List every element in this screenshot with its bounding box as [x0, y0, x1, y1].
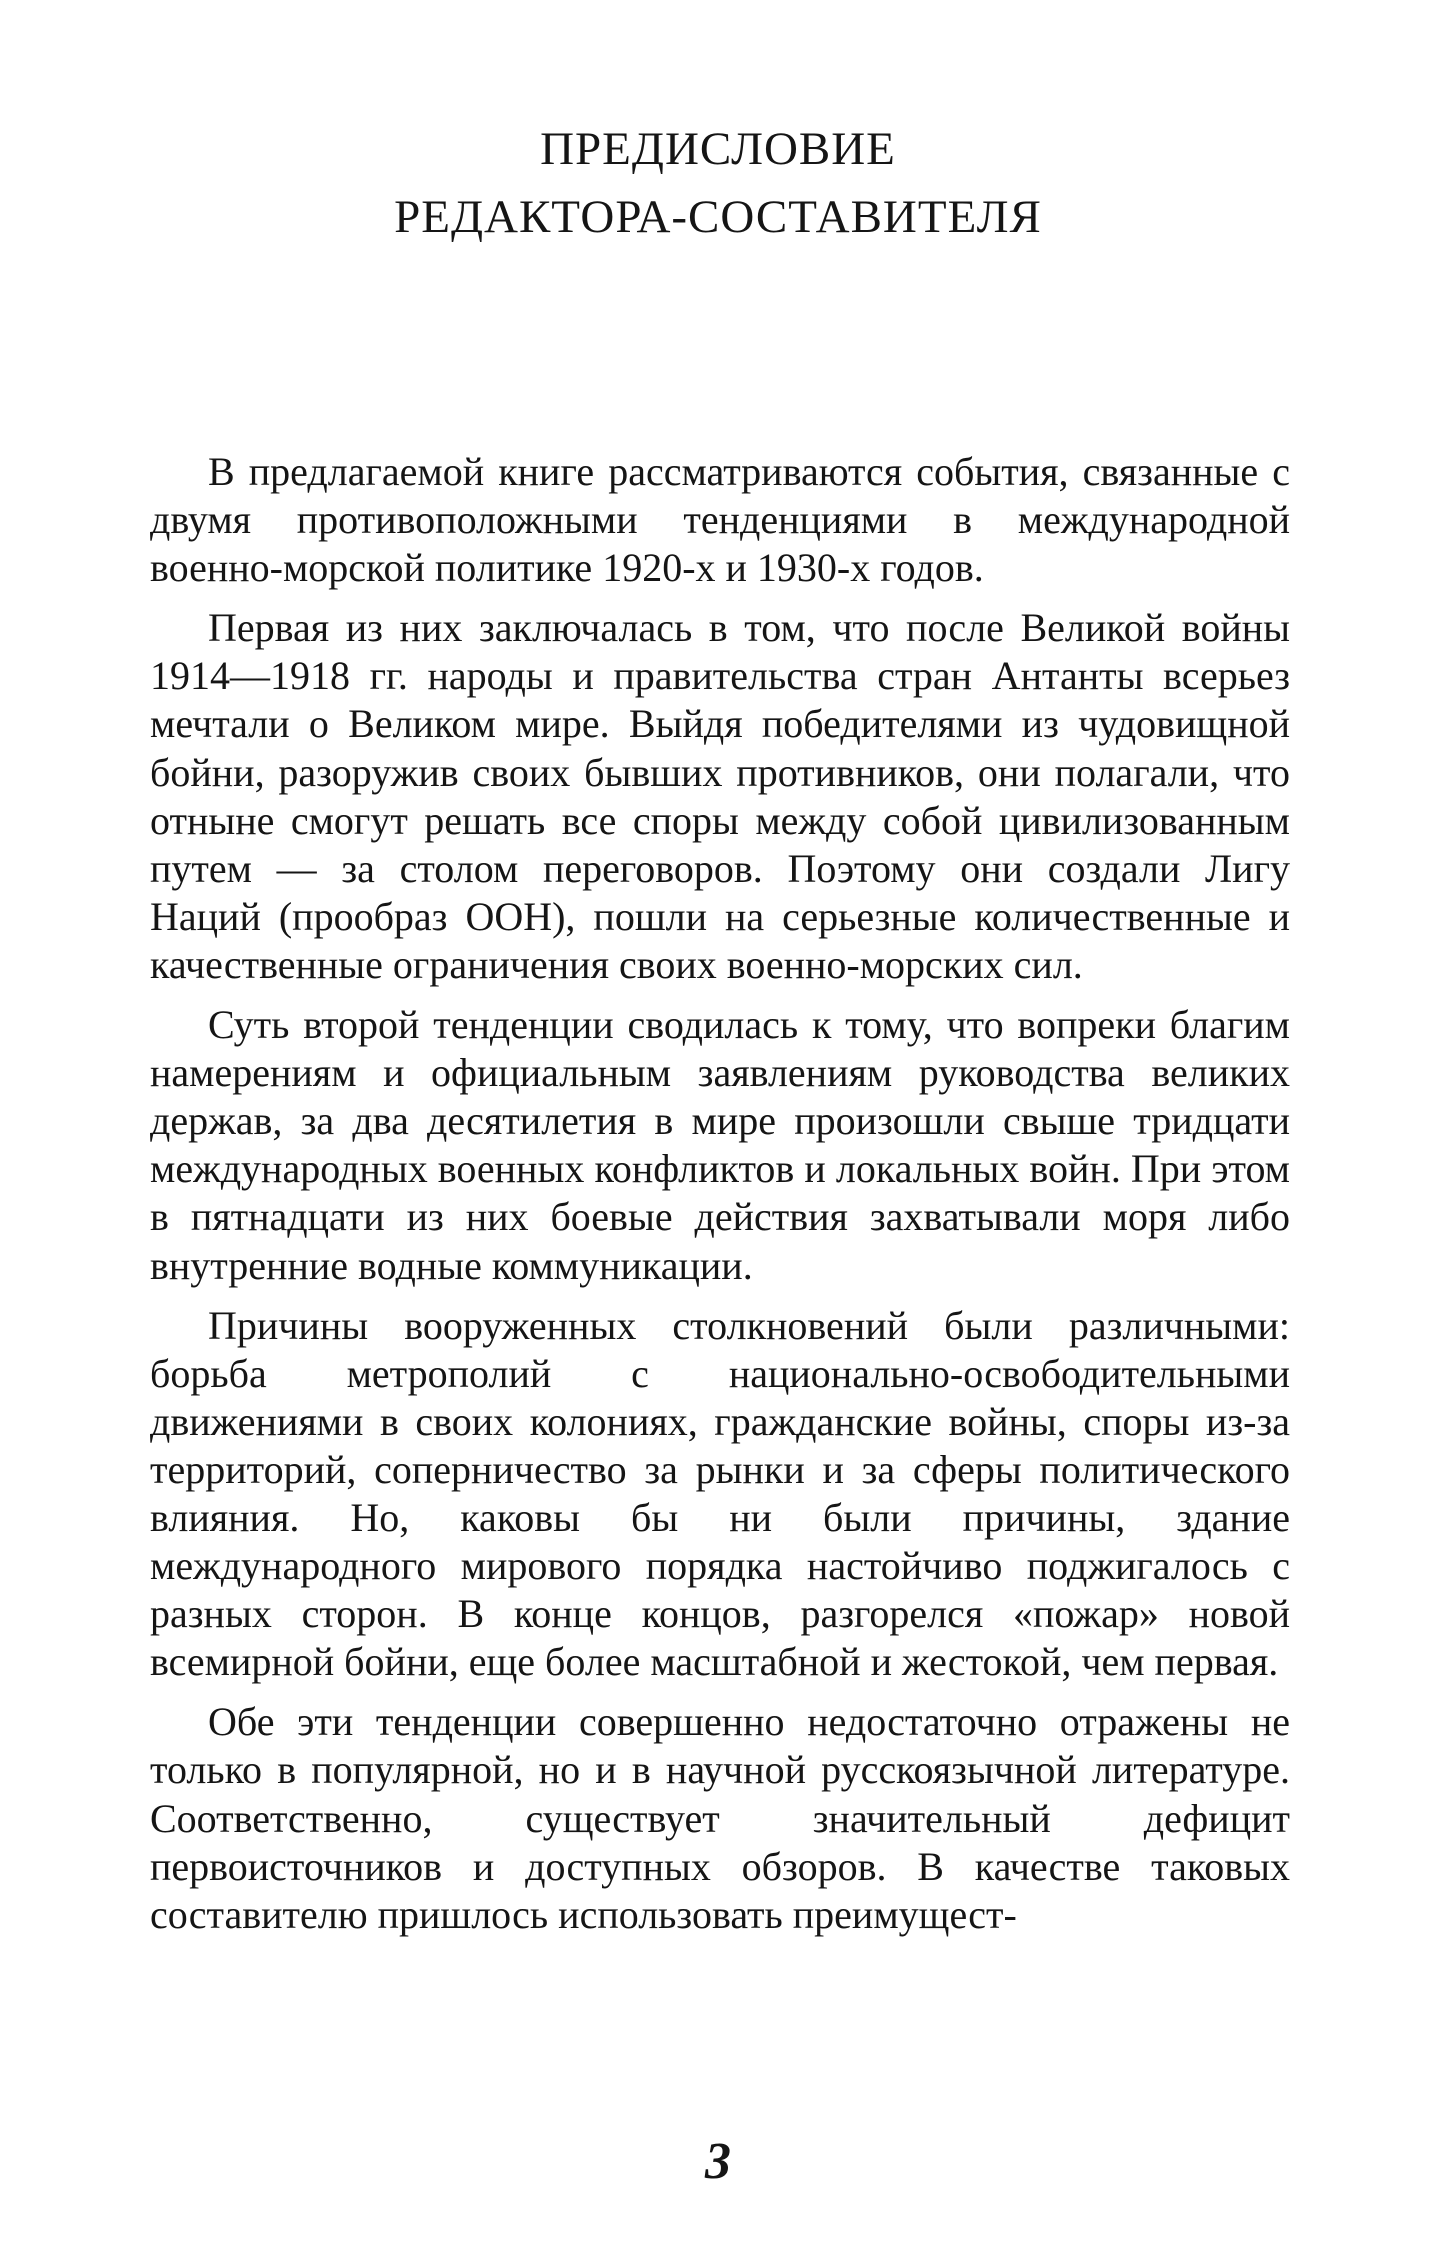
paragraph: Причины вооруженных столкновений были различными: борьба метрополий с национально-освободительными движениями в своих колониях, гражданские войны, споры из-за территорий, соперничество за рынки и за сферы политического влияния. Но, каковы бы ни были причины, здание международного мирового порядка настойчиво поджигалось с разных сторон. В конце концов, разгорелся «пожар» новой всемирной бойни, еще более масштабной и жестокой, чем первая.: [150, 1302, 1290, 1685]
page-number: 3: [705, 2133, 731, 2190]
page-title-line-1: ПРЕДИСЛОВИЕ: [540, 123, 896, 175]
paragraph: В предлагаемой книге рассматриваются события, связанные с двумя противоположными тенденциями в международной военно-морской политике 1920-х и 1930-х годов.: [150, 449, 1290, 591]
paragraph: Первая из них заключалась в том, что после Великой войны 1914—1918 гг. народы и правительства стран Антанты всерьез мечтали о Великом мире. Выйдя победителями из чудовищной бойни, разоружив своих бывших противников, они полагали, что отныне смогут решать все споры между собой цивилизованным путем — за столом переговоров. Поэтому они создали Лигу Наций (прообраз ООН), пошли на серьезные количественные и качественные ограничения своих военно-морских сил.: [150, 605, 1290, 987]
paragraph: Обе эти тенденции совершенно недостаточно отражены не только в популярной, но и в научной русскоязычной литературе. Соответственно, существует значительный дефицит первоисточников и доступных обзоров. В качестве таковых составителю пришлось использовать преимущест-: [150, 1699, 1290, 1937]
paragraph: Суть второй тенденции сводилась к тому, что вопреки благим намерениям и официальным заявлениям руководства великих держав, за два десятилетия в мире произошли свыше тридцати международных военных конфликтов и локальных войн. При этом в пятнадцати из них боевые действия захватывали моря либо внутренние водные коммуникации.: [150, 1002, 1290, 1288]
page-title-line-2: РЕДАКТОРА-СОСТАВИТЕЛЯ: [394, 191, 1042, 243]
body-text: [150, 448, 1290, 1939]
